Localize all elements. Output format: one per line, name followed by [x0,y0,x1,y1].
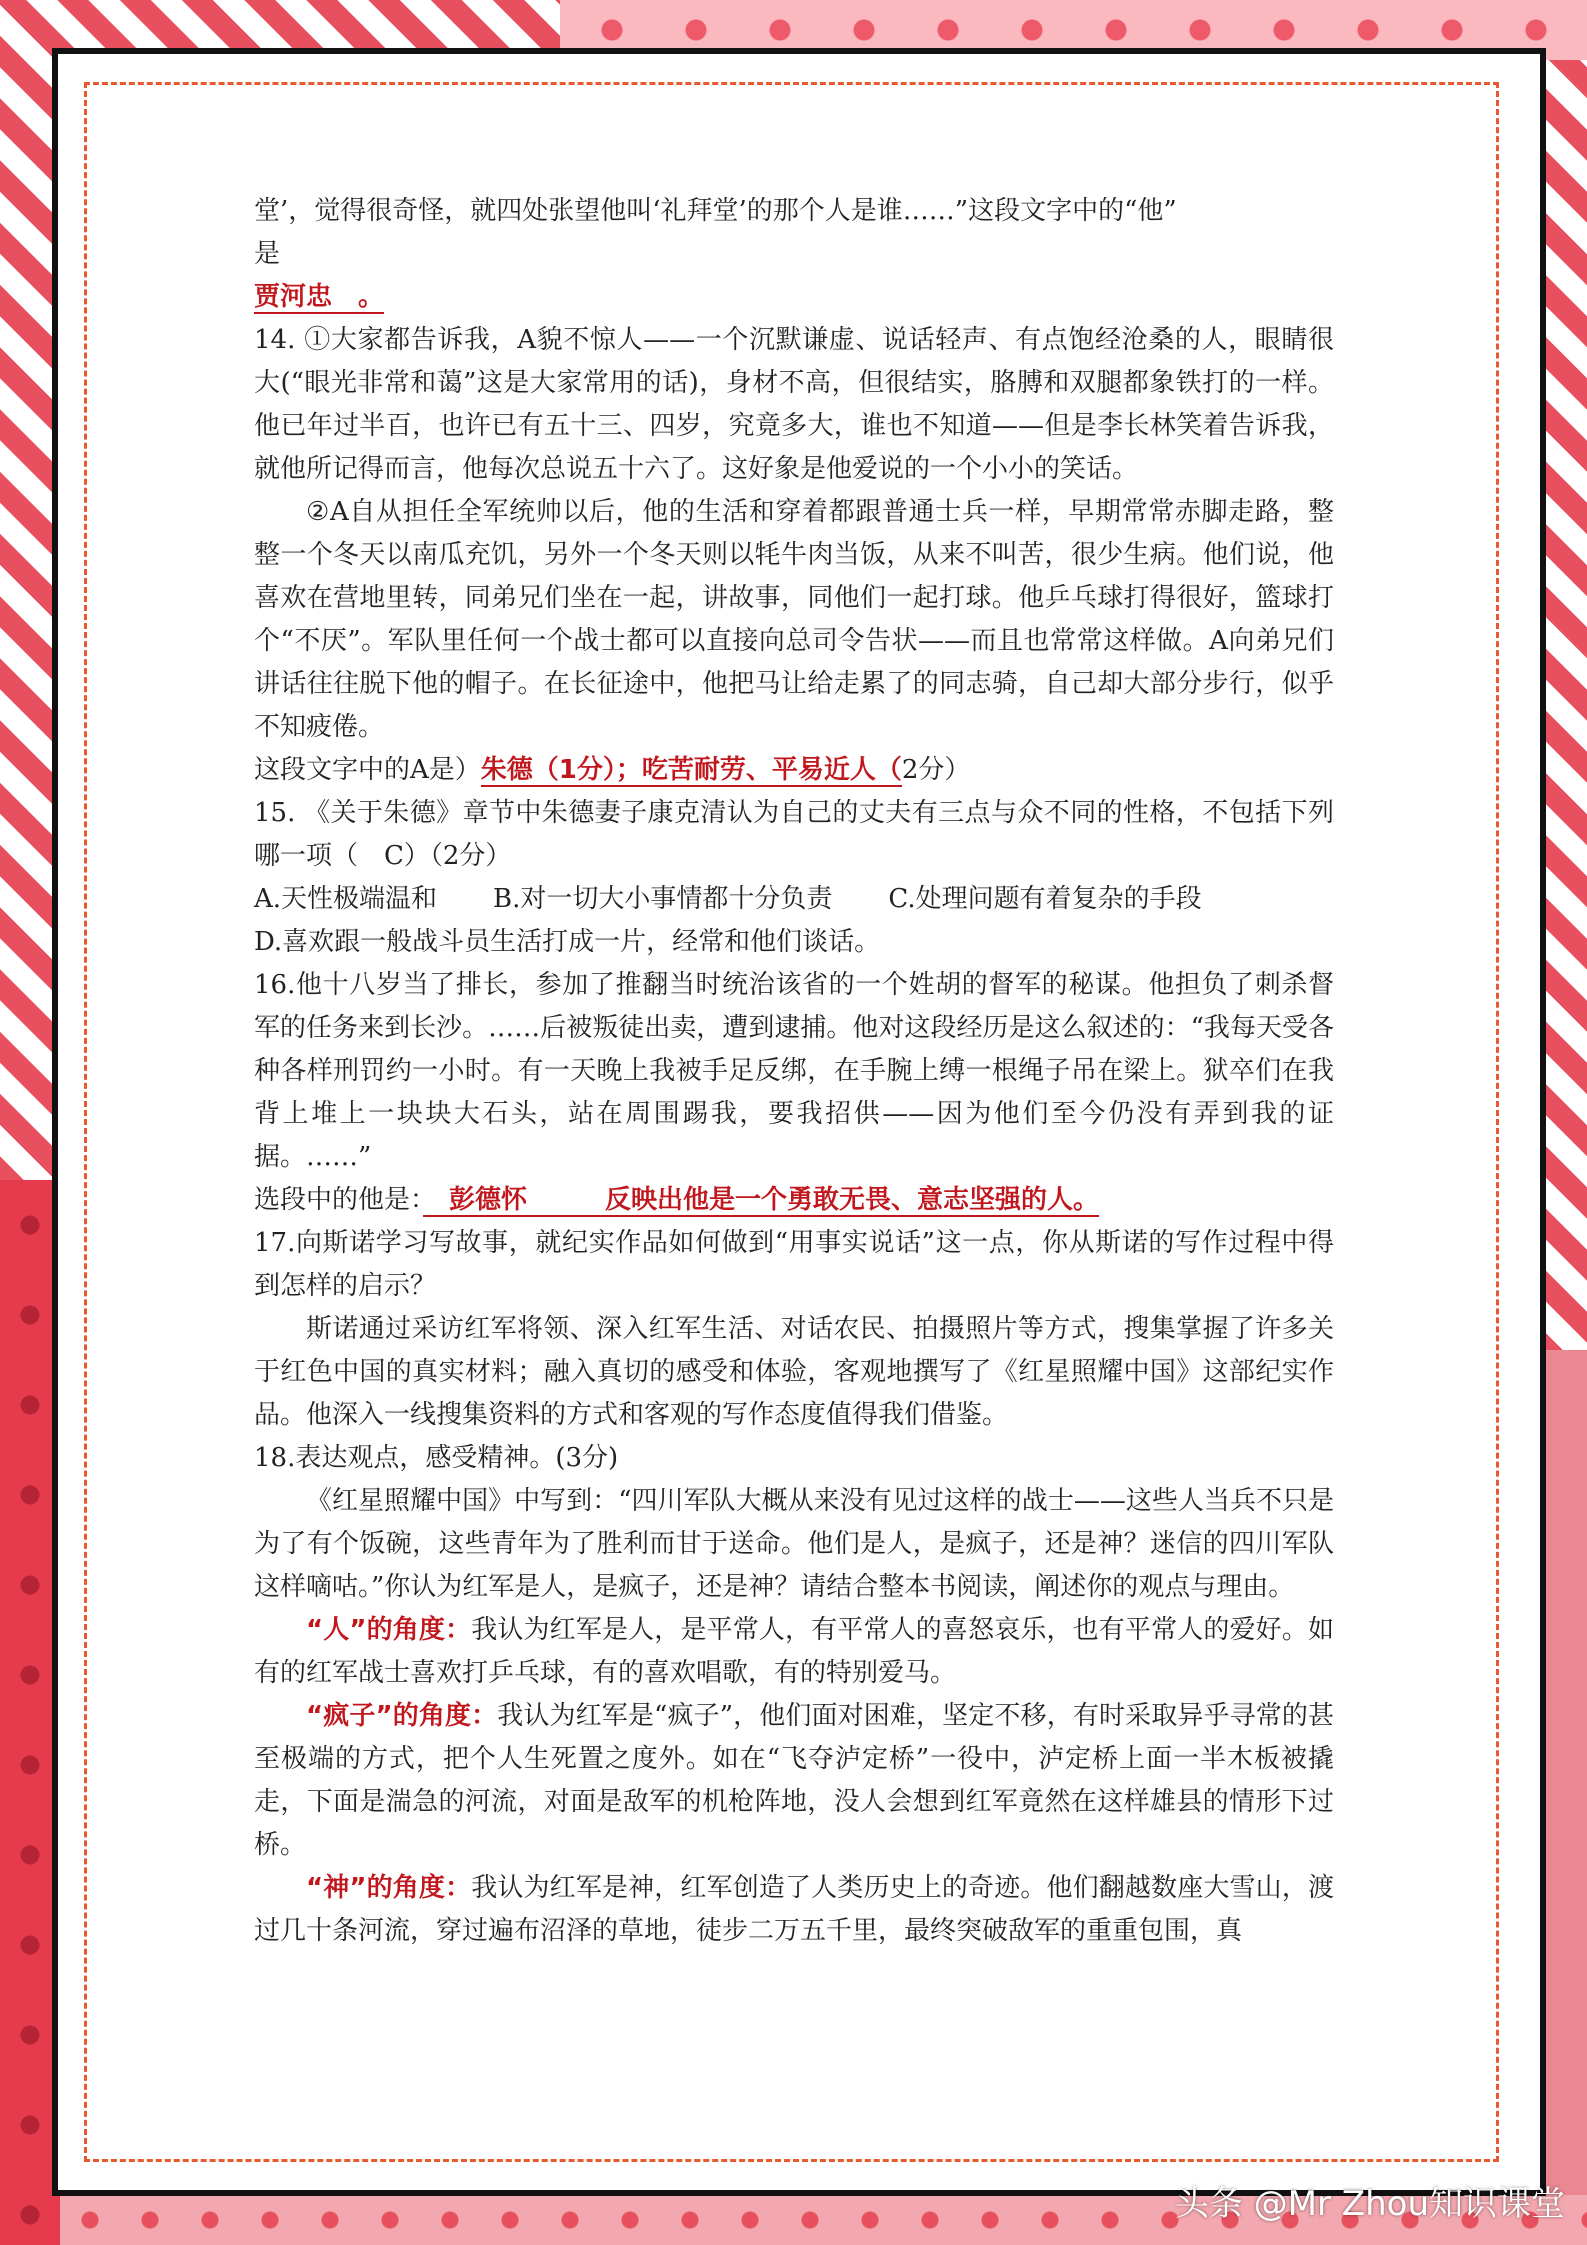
answer-text: 我认为红军是人，是平常人，有平常人的喜怒哀乐，也有平常人的爱好。如有的红军战士喜欢打乒乓球，有的喜欢唱歌，有的特别爱马。 [254,1615,1334,1688]
question-17: 17.向斯诺学习写故事，就纪实作品如何做到“用事实说话”这一点，你从斯诺的写作过程中得到怎样的启示？ [254,1228,1334,1301]
option-a: A.天性极端温和 [254,884,438,914]
answer-text: 彭德怀 反映出他是一个勇敢无畏、意志坚强的人。 [423,1185,1100,1215]
text-line: 堂’，觉得很奇怪，就四处张望他叫‘礼拜堂’的那个人是谁……”这段文字中的“他” [254,196,1177,226]
document-content [254,190,1334,1953]
answer-prefix: 选段中的他是： [254,1185,424,1215]
question-18-answer-1 [254,1609,1334,1695]
question-18-answer-3 [254,1867,1334,1953]
question-17-answer: 斯诺通过采访红军将领、深入红军生活、对话农民、拍摄照片等方式，搜集掌握了许多关于红色中国的真实材料；融入真切的感受和体验，客观地撰写了《红星照耀中国》这部纪实作品。他深入一线搜集资料的方式和客观的写作态度值得我们借鉴。 [254,1314,1334,1430]
option-c: C.处理问题有着复杂的手段 [888,884,1202,914]
question-14-para-2: ②A自从担任全军统帅以后，他的生活和穿着都跟普通士兵一样，早期常常赤脚走路，整整一个冬天以南瓜充饥，另外一个冬天则以牦牛肉当饭，从来不叫苦，很少生病。他们说，他喜欢在营地里转，同弟兄们坐在一起，讲故事，同他们一起打球。他乒乓球打得很好，篮球打个“不厌”。军队里任何一个战士都可以直接向总司令告状——而且也常常这样做。A向弟兄们讲话往往脱下他的帽子。在长征途中，他把马让给走累了的同志骑，自己却大部分步行，似乎不知疲倦。 [254,497,1334,742]
answer-label: “人”的角度： [306,1615,472,1645]
question-16-answer [254,1179,1334,1222]
answer-line [254,276,1334,319]
answer-text: 贾河忠 。 [254,282,385,312]
text-line: 是 [254,239,281,269]
question-15: 15. 《关于朱德》章节中朱德妻子康克清认为自己的丈夫有三点与众不同的性格，不包括下列哪一项（ C）（2分） [254,798,1334,871]
answer-text: 朱德（1分）；吃苦耐劳、平易近人（ [480,755,902,785]
watermark: 头条 @Mr Zhou知识课堂 [1174,2184,1565,2224]
background-polka-left [0,1180,60,2245]
answer-suffix: 2分） [901,755,971,785]
answer-prefix: 这段文字中的A是） [254,755,481,785]
question-14-answer [254,749,1334,792]
question-14-para-1: 14. ①大家都告诉我，A貌不惊人——一个沉默谦虚、说话轻声、有点饱经沧桑的人，眼睛很大(“眼光非常和蔼”这是大家常用的话)，身材不高，但很结实，胳膊和双腿都象铁打的一样。他已年过半百，也许已有五十三、四岁，究竟多大，谁也不知道——但是李长林笑着告诉我，就他所记得而言，他每次总说五十六了。这好象是他爱说的一个小小的笑话。 [254,325,1334,484]
question-18-body: 《红星照耀中国》中写到：“四川军队大概从来没有见过这样的战士——这些人当兵不只是为了有个饭碗，这些青年为了胜利而甘于送命。他们是人，是疯子，还是神？迷信的四川军队这样嘀咕。”你认为红军是人，是疯子，还是神？请结合整本书阅读，阐述你的观点与理由。 [254,1486,1334,1602]
answer-text: 我认为红军是“疯子”，他们面对困难，坚定不移，有时采取异乎寻常的甚至极端的方式，把个人生死置之度外。如在“飞夺泸定桥”一役中，泸定桥上面一半木板被撬走，下面是湍急的河流，对面是敌军的机枪阵地，没人会想到红军竟然在这样雄县的情形下过桥。 [254,1701,1334,1860]
option-b: B.对一切大小事情都十分负责 [493,884,833,914]
question-18-answer-2 [254,1695,1334,1867]
answer-label: “神”的角度： [306,1873,472,1903]
answer-label: “疯子”的角度： [306,1701,498,1731]
option-d: D.喜欢跟一般战斗员生活打成一片，经常和他们谈话。 [254,927,881,957]
question-15-options [254,878,1334,921]
question-16: 16.他十八岁当了排长，参加了推翻当时统治该省的一个姓胡的督军的秘谋。他担负了刺杀督军的任务来到长沙。……后被叛徒出卖，遭到逮捕。他对这段经历是这么叙述的：“我每天受各种各样刑罚约一小时。有一天晚上我被手足反绑，在手腕上缚一根绳子吊在梁上。狱卒们在我背上堆上一块块大石头，站在周围踢我，要我招供——因为他们至今仍没有弄到我的证据。……” [254,970,1334,1172]
answer-text: 我认为红军是神，红军创造了人类历史上的奇迹。他们翻越数座大雪山，渡过几十条河流，穿过遍布沼泽的草地，徒步二万五千里，最终突破敌军的重重包围，真 [254,1873,1334,1946]
question-18: 18.表达观点，感受精神。(3分) [254,1443,619,1473]
